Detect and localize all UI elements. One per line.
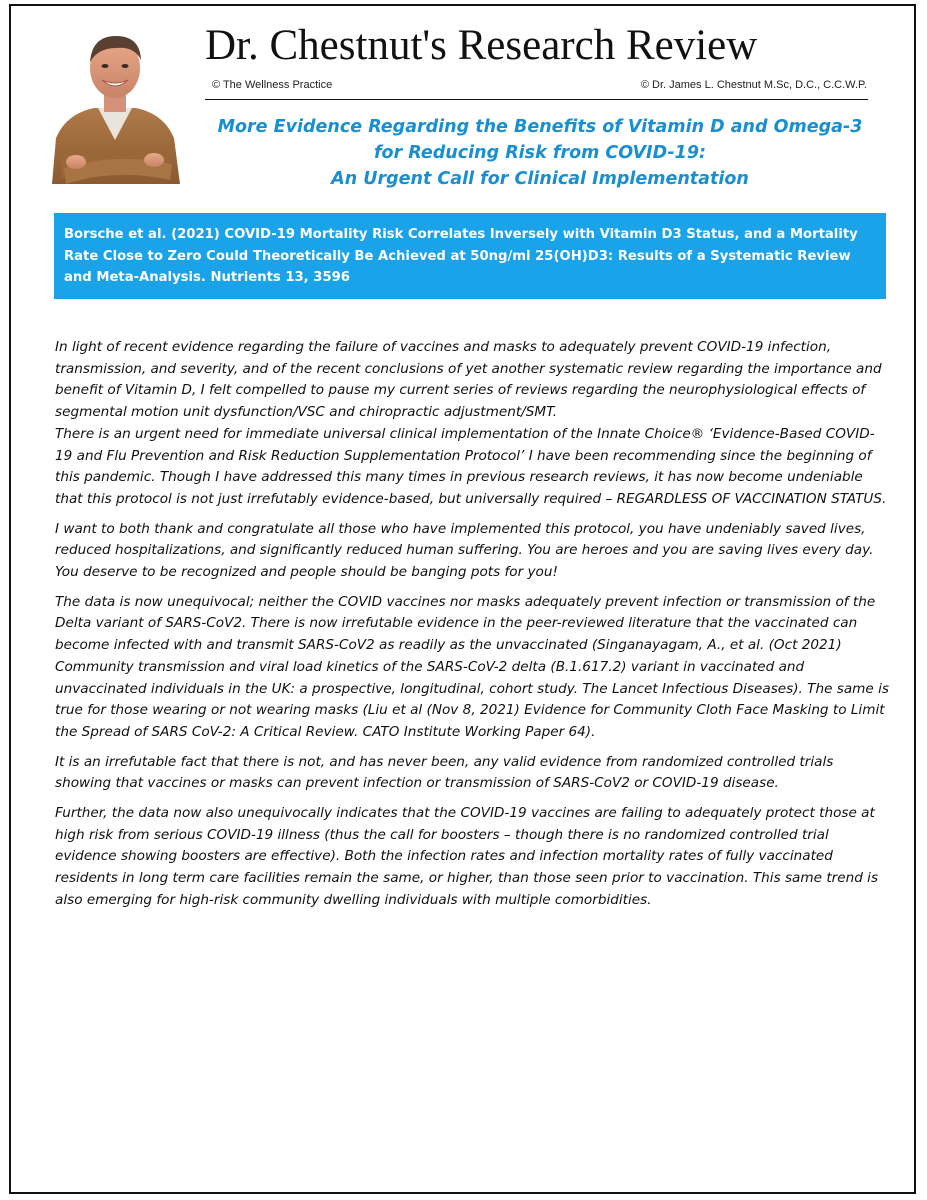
title-rule: [205, 99, 868, 100]
citation-box: [54, 213, 886, 299]
body-paragraph-1b: There is an urgent need for immediate universal clinical implementation of the Innate Choice® ‘Evidence-Based COVID-19 and Flu Prevention and Risk Reduction Supplementation Protocol’ I have been recommending since the beginning of this pandemic. Though I have addressed this many times in previous research reviews, it has now become undeniable that this protocol is not just irrefutably evidence-based, but universally required – REGARDLESS OF VACCINATION STATUS.: [55, 425, 887, 507]
copyright-right: © Dr. James L. Chestnut M.Sc, D.C., C.C.W.P.: [640, 79, 867, 91]
copyright-left: © The Wellness Practice: [212, 79, 333, 91]
headline-line-1: More Evidence Regarding the Benefits of Vitamin D and Omega-3: [217, 117, 863, 137]
body-paragraph-3: The data is now unequivocal; neither the COVID vaccines nor masks adequately prevent infection or transmission of the Delta variant of SARS-CoV2. There is now irrefutable evidence in the peer-reviewed literature that the vaccinated can become infected with and transmit SARS-CoV2 as readily as the unvaccinated (Singanayagam, A., et al. (Oct 2021) Community transmission and viral load kinetics of the SARS-CoV-2 delta (B.1.617.2) variant in vaccinated and unvaccinated individuals in the UK: a prospective, longitudinal, cohort study. The Lancet Infectious Diseases). The same is true for those wearing or not wearing masks (Liu et al (Nov 8, 2021) Evidence for Community Cloth Face Masking to Limit the Spread of SARS CoV-2: A Critical Review. CATO Institute Working Paper 64).: [55, 593, 889, 740]
body-paragraph-4: It is an irrefutable fact that there is not, and has never been, any valid evidence from randomized controlled trials showing that vaccines or masks can prevent infection or transmission of SARS-CoV2 or COVID-19 disease.: [55, 753, 834, 792]
page-title: Dr. Chestnut's Research Review: [205, 22, 758, 69]
headline: [200, 114, 880, 192]
article-body: [55, 337, 890, 920]
body-paragraph-1: [55, 337, 890, 511]
author-portrait: [46, 28, 184, 184]
body-paragraph-1a: In light of recent evidence regarding the failure of vaccines and masks to adequately prevent COVID-19 infection, transmission, and severity, and of the recent conclusions of yet another systematic review regarding the importance and benefit of Vitamin D, I felt compelled to pause my current series of reviews regarding the neurophysiological effects of segmental motion unit dysfunction/VSC and chiropractic adjustment/SMT.: [55, 339, 882, 421]
body-paragraph-2: I want to both thank and congratulate all those who have implemented this protocol, you have undeniably saved lives, reduced hospitalizations, and significantly reduced human suffering. You are heroes and you are saving lives every day. You deserve to be recognized and people should be banging pots for you!: [55, 520, 874, 581]
headline-line-3: An Urgent Call for Clinical Implementation: [331, 169, 749, 189]
headline-line-2: for Reducing Risk from COVID-19:: [373, 143, 707, 163]
body-paragraph-5: Further, the data now also unequivocally indicates that the COVID-19 vaccines are failing to adequately protect those at high risk from serious COVID-19 illness (thus the call for boosters – though there is no randomized controlled trial evidence showing boosters are effective). Both the infection rates and infection mortality rates of fully vaccinated residents in long term care facilities remain the same, or higher, than those seen prior to vaccination. This same trend is also emerging for high-risk community dwelling individuals with multiple comorbidities.: [55, 805, 879, 908]
citation-text: Borsche et al. (2021) COVID-19 Mortality Risk Correlates Inversely with Vitamin D3 Status, and a Mortality Rate Close to Zero Could Theoretically Be Achieved at 50ng/ml 25(OH)D3: Results of a Systematic Review and Meta-Analysis. Nutrients 13, 3596: [64, 227, 858, 285]
